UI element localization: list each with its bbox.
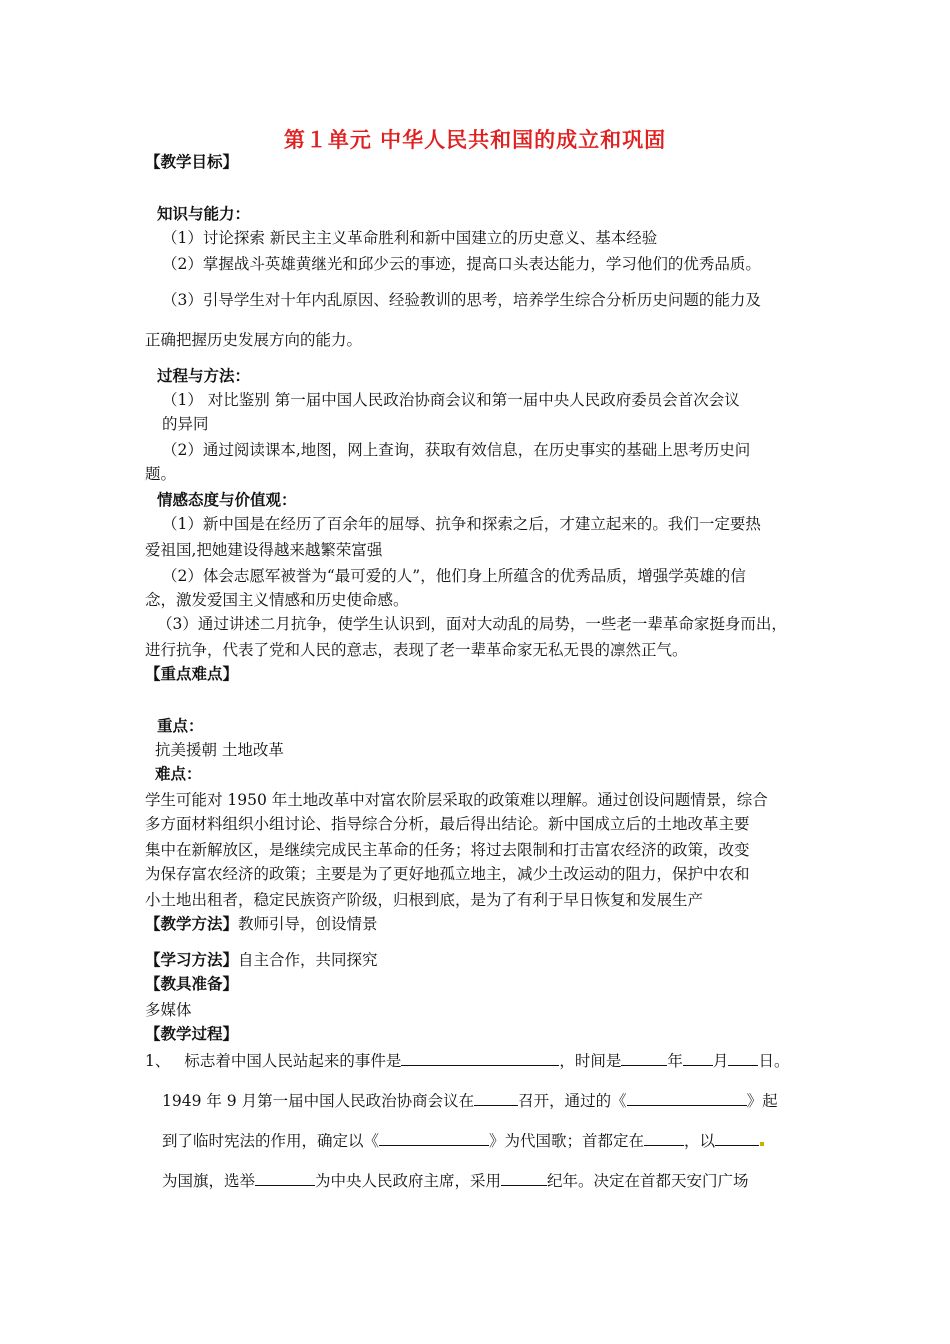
question-line: [162, 1090, 778, 1111]
section-heading-tools: 【教具准备】: [145, 974, 239, 993]
blank-line: [715, 1130, 759, 1146]
subheading-process: 过程与方法：: [157, 366, 251, 385]
paragraph-line: 多方面材料组织小组讨论、指导综合分析，最后得出结论。新中国成立后的土地改革主要: [145, 815, 750, 833]
key-text: 抗美援朝 土地改革: [155, 741, 284, 759]
paragraph-line: 小土地出租者，稳定民族资产阶级，归根到底，是为了有利于早日恢复和发展生产: [145, 891, 704, 909]
paragraph-line: （1） 对比鉴别 第一届中国人民政治协商会议和第一届中央人民政府委员会首次会议: [162, 391, 740, 409]
question-line: [162, 1170, 749, 1191]
blank-line: [474, 1090, 518, 1106]
paragraph-line: 念，激发爱国主义情感和历史使命感。: [145, 591, 409, 609]
paragraph-line: （3）通过讲述二月抗争，使学生认识到，面对大动乱的局势，一些老一辈革命家挺身而出，: [157, 615, 787, 633]
subheading-knowledge: 知识与能力：: [157, 204, 251, 223]
blank-line: [683, 1050, 713, 1066]
paragraph-line: 的异同: [162, 415, 209, 433]
subheading-emotion: 情感态度与价值观：: [157, 490, 297, 509]
blank-line: [728, 1050, 758, 1066]
blank-line: [627, 1090, 747, 1106]
color-mark: [760, 1142, 764, 1146]
paragraph-line: 题。: [145, 465, 177, 483]
question-text: ，以: [684, 1132, 716, 1150]
blank-line: [401, 1050, 559, 1066]
paragraph-line: 为保存富农经济的政策；主要是为了更好地孤立地主，减少土改运动的阻力，保护中农和: [145, 865, 750, 883]
question-text: 年: [667, 1052, 683, 1070]
key-label: 重点：: [157, 716, 204, 735]
question-text: 为中央人民政府主席，采用: [315, 1172, 502, 1190]
paragraph-line: （2）通过阅读课本,地图，网上查询，获取有效信息，在历史事实的基础上思考历史问: [162, 441, 751, 459]
paragraph-line: （2）掌握战斗英雄黄继光和邱少云的事迹，提高口头表达能力，学习他们的优秀品质。: [162, 255, 761, 273]
question-text: 召开，通过的《: [518, 1092, 627, 1110]
question-text: 》起: [746, 1092, 778, 1110]
blank-line: [255, 1170, 315, 1186]
question-text: 1949 年 9 月第一届中国人民政治协商会议在: [162, 1092, 475, 1110]
method-text: 教师引导，创设情景: [238, 915, 378, 933]
paragraph-line: 爱祖国,把她建设得越来越繁荣富强: [145, 541, 383, 559]
section-heading-teaching-process: 【教学过程】: [145, 1024, 239, 1043]
paragraph-line: 集中在新解放区，是继续完成民主革命的任务；将过去限制和打击富农经济的政策，改变: [145, 841, 750, 859]
question-line: [162, 1130, 764, 1151]
learning-line: [145, 950, 378, 970]
question-line: [145, 1050, 789, 1071]
question-text: 日。: [758, 1052, 790, 1070]
question-text: 为国旗，选举: [162, 1172, 256, 1190]
blank-line: [379, 1130, 489, 1146]
section-heading-learning: 【学习方法】: [145, 950, 239, 969]
blank-line: [644, 1130, 684, 1146]
learning-text: 自主合作，共同探究: [238, 951, 378, 969]
paragraph-line: 学生可能对 1950 年土地改革中对富农阶层采取的政策难以理解。通过创设问题情景，综合: [145, 791, 768, 809]
question-text: 标志着中国人民站起来的事件是: [184, 1052, 402, 1070]
paragraph-line: （1）讨论探索 新民主主义革命胜利和新中国建立的历史意义、基本经验: [162, 229, 658, 247]
tools-text: 多媒体: [145, 1001, 192, 1019]
paragraph-line: 进行抗争，代表了党和人民的意志，表现了老一辈革命家无私无畏的凛然正气。: [145, 641, 688, 659]
page-title: 第１单元 中华人民共和国的成立和巩固: [283, 128, 667, 152]
question-text: 纪年。决定在首都天安门广场: [547, 1172, 749, 1190]
difficult-label: 难点：: [155, 764, 202, 783]
section-heading-keypoints: 【重点难点】: [145, 664, 239, 683]
blank-line: [501, 1170, 547, 1186]
paragraph-line: （3）引导学生对十年内乱原因、经验教训的思考，培养学生综合分析历史问题的能力及: [162, 291, 761, 309]
paragraph-line: 正确把握历史发展方向的能力。: [145, 331, 363, 349]
question-text: 到了临时宪法的作用，确定以《: [162, 1132, 380, 1150]
paragraph-line: （1）新中国是在经历了百余年的屈辱、抗争和探索之后，才建立起来的。我们一定要热: [162, 515, 761, 533]
blank-line: [621, 1050, 667, 1066]
question-text: 月: [712, 1052, 729, 1070]
method-line: [145, 914, 378, 934]
question-text: ，时间是: [559, 1052, 622, 1070]
paragraph-line: （2）体会志愿军被誉为“最可爱的人”，他们身上所蕴含的优秀品质，增强学英雄的信: [162, 567, 746, 585]
question-number: 1、: [145, 1052, 171, 1070]
question-text: 》为代国歌；首都定在: [489, 1132, 645, 1150]
section-heading-goals: 【教学目标】: [145, 152, 239, 171]
section-heading-method: 【教学方法】: [145, 914, 239, 933]
